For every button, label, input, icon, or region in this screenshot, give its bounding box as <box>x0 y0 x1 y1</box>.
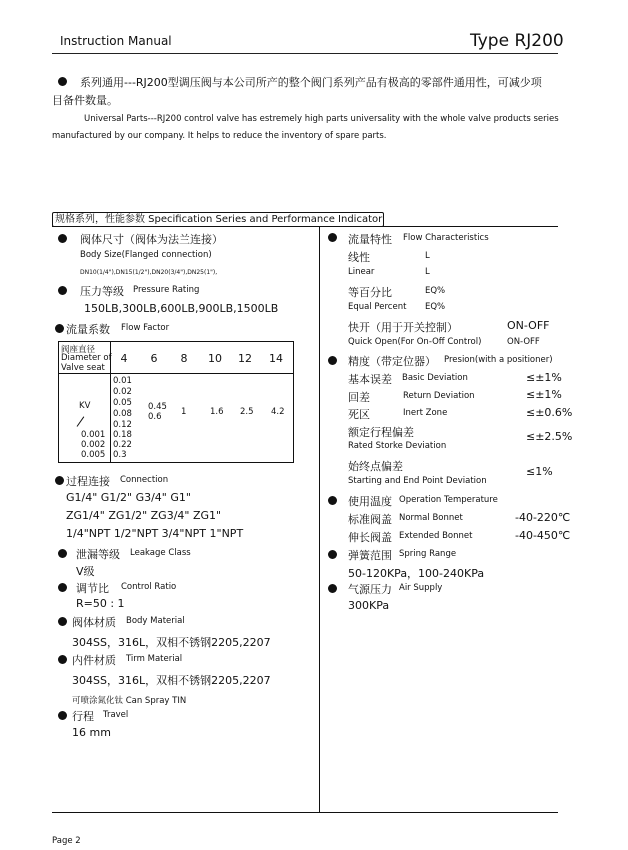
body-size-en: Body Size(Flanged connection) <box>80 250 212 260</box>
bullet-icon <box>58 655 67 664</box>
return-val: ≤±1% <box>526 388 562 401</box>
table-cell: 0.002 <box>81 440 106 450</box>
quick-val: ON-OFF <box>507 337 540 347</box>
connection-row2: ZG1/4" ZG1/2" ZG3/4" ZG1" <box>66 509 222 522</box>
body-size-values: DN10(1/4"),DN15(1/2"),DN20(3/4"),DN25(1"), <box>80 269 218 276</box>
table-cell: 1.6 <box>210 407 224 417</box>
bullet-icon <box>58 711 67 720</box>
bullet-icon <box>328 496 337 505</box>
bullet-icon <box>55 476 64 485</box>
pressure-en: Pressure Rating <box>133 285 200 295</box>
bullet-icon <box>58 617 67 626</box>
table-cell: 0.22 <box>113 440 132 450</box>
body-size-cn: 阀体尺寸（阀体为法兰连接） <box>80 233 223 246</box>
linear-val: L <box>425 251 430 261</box>
leakage-en: Leakage Class <box>130 548 191 558</box>
table-cell: 0.05 <box>113 398 132 408</box>
air-cn: 气源压力 <box>348 583 392 596</box>
table-cell: 0.005 <box>81 450 106 460</box>
flow-factor-table <box>58 341 294 463</box>
normal-bonnet-val: -40-220℃ <box>515 511 571 524</box>
quick-en: Quick Open(For On-Off Control) <box>348 337 482 347</box>
trim-material-cn: 内件材质 <box>72 654 116 667</box>
table-header-cell: 8 <box>180 352 188 365</box>
table-cell: 0.001 <box>81 430 106 440</box>
column-divider <box>319 226 320 812</box>
stroke-val: ≤±2.5% <box>526 430 573 443</box>
table-cell: 1 <box>181 407 187 417</box>
section-title: 规格系列，性能参数 Specification Series and Performance Indicator <box>52 212 384 227</box>
bullet-icon <box>58 77 67 86</box>
control-ratio-en: Control Ratio <box>121 582 177 592</box>
page-number: Page 2 <box>52 836 81 846</box>
table-cell: 0.01 <box>113 376 132 386</box>
intro-en-line2: manufactured by our company. It helps to reduce the inventory of spare parts. <box>52 131 387 141</box>
flow-factor-cn: 流量系数 <box>66 323 110 336</box>
kv-label: KV <box>79 401 91 411</box>
spring-cn: 弹簧范围 <box>348 549 392 562</box>
table-header-cell: 10 <box>208 352 222 365</box>
trim-material-en: Tirm Material <box>126 654 183 664</box>
table-cell: 0.3 <box>113 450 127 460</box>
connection-en: Connection <box>120 475 169 485</box>
basic-en: Basic Deviation <box>402 373 468 383</box>
leakage-cn: 泄漏等级 <box>76 548 120 561</box>
pressure-values: 150LB,300LB,600LB,900LB,1500LB <box>84 302 279 315</box>
temp-cn: 使用温度 <box>348 495 392 508</box>
connection-row1: G1/4" G1/2" G3/4" G1" <box>66 491 191 504</box>
flow-char-en: Flow Characteristics <box>403 233 489 243</box>
dead-val: ≤±0.6% <box>526 406 573 419</box>
body-material-value: 304SS，316L，双相不锈钢2205,2207 <box>72 636 271 649</box>
table-diagonal <box>77 416 85 426</box>
bullet-icon <box>328 584 337 593</box>
leakage-value: V级 <box>76 565 95 578</box>
pressure-cn: 压力等级 <box>80 285 124 298</box>
section-divider <box>52 226 558 227</box>
quick-cn: 快开（用于开关控制） <box>348 321 458 334</box>
table-header-cell: 6 <box>150 352 158 365</box>
spring-en: Spring Range <box>399 549 457 559</box>
flow-char-cn: 流量特性 <box>348 233 392 246</box>
bullet-icon <box>328 356 337 365</box>
quick-val: ON-OFF <box>507 319 550 332</box>
linear-val: L <box>425 267 430 277</box>
air-value: 300KPa <box>348 599 390 612</box>
bullet-icon <box>328 233 337 242</box>
eqp-val: EQ% <box>425 302 446 312</box>
precision-cn: 精度（带定位器） <box>348 355 436 368</box>
extended-bonnet-cn: 伸长阀盖 <box>348 531 392 544</box>
connection-row3: 1/4"NPT 1/2"NPT 3/4"NPT 1"NPT <box>66 527 244 540</box>
body-material-cn: 阀体材质 <box>72 616 116 629</box>
air-en: Air Supply <box>399 583 443 593</box>
intro-cn-line2: 目备件数量。 <box>52 94 118 107</box>
travel-en: Travel <box>103 710 129 720</box>
table-cell: 0.08 <box>113 409 132 419</box>
bullet-icon <box>58 549 67 558</box>
table-cell: 4.2 <box>271 407 285 417</box>
table-cell: 0.02 <box>113 387 132 397</box>
temp-en: Operation Temperature <box>399 495 498 505</box>
eqp-en: Equal Percent <box>348 302 407 312</box>
eqp-val: EQ% <box>425 286 446 296</box>
normal-bonnet-cn: 标准阀盖 <box>348 513 392 526</box>
extended-bonnet-val: -40-450℃ <box>515 529 571 542</box>
flow-factor-en: Flow Factor <box>121 323 170 333</box>
table-divider <box>59 373 293 374</box>
trim-material-extra: 可喷涂氮化钛 Can Spray TIN <box>72 696 187 706</box>
connection-cn: 过程连接 <box>66 475 110 488</box>
return-cn: 回差 <box>348 391 370 404</box>
table-cell: 0.6 <box>148 412 162 422</box>
return-en: Return Deviation <box>403 391 475 401</box>
basic-val: ≤±1% <box>526 371 562 384</box>
endpoint-val: ≤1% <box>526 465 553 478</box>
stroke-cn: 额定行程偏差 <box>348 426 414 439</box>
header-divider <box>52 53 558 54</box>
body-material-en: Body Material <box>126 616 185 626</box>
dead-cn: 死区 <box>348 408 370 421</box>
travel-value: 16 mm <box>72 726 111 739</box>
precision-en: Presion(with a positioner) <box>444 355 553 365</box>
linear-en: Linear <box>348 267 375 277</box>
bullet-icon <box>55 324 64 333</box>
basic-cn: 基本误差 <box>348 373 392 386</box>
bullet-icon <box>58 234 67 243</box>
extended-bonnet-en: Extended Bonnet <box>399 531 473 541</box>
table-header-cell: 4 <box>120 352 128 365</box>
travel-cn: 行程 <box>72 710 94 723</box>
dead-en: Inert Zone <box>403 408 448 418</box>
bullet-icon <box>328 550 337 559</box>
endpoint-en: Starting and End Point Deviation <box>348 476 487 486</box>
model-title: Type RJ200 <box>470 31 564 51</box>
normal-bonnet-en: Normal Bonnet <box>399 513 463 523</box>
spring-value: 50-120KPa，100-240KPa <box>348 567 485 580</box>
table-header-cell: 12 <box>238 352 252 365</box>
table-corner-en2: Valve seat <box>61 363 105 373</box>
table-cell: 2.5 <box>240 407 254 417</box>
table-header-cell: 14 <box>269 352 283 365</box>
table-cell: 0.18 <box>113 430 132 440</box>
intro-cn-line1: 系列通用---RJ200型调压阀与本公司所产的整个阀门系列产品有极高的零部件通用性，可减少项 <box>80 76 542 89</box>
table-cell: 0.45 <box>148 402 167 412</box>
endpoint-cn: 始终点偏差 <box>348 460 403 473</box>
linear-cn: 线性 <box>348 251 370 264</box>
footer-divider <box>52 812 558 813</box>
bullet-icon <box>58 286 67 295</box>
table-cell: 0.12 <box>113 420 132 430</box>
control-ratio-value: R=50 : 1 <box>76 597 125 610</box>
trim-material-value: 304SS，316L，双相不锈钢2205,2207 <box>72 674 271 687</box>
intro-en-line1: Universal Parts---RJ200 control valve has estremely high parts universality with the whole valve products series <box>84 114 559 124</box>
manual-title: Instruction Manual <box>60 34 172 48</box>
table-corner-en1: Diameter of <box>61 353 112 363</box>
stroke-en: Rated Storke Deviation <box>348 441 447 451</box>
eqp-cn: 等百分比 <box>348 286 392 299</box>
table-corner-cn: 阀座直径 <box>61 345 96 355</box>
control-ratio-cn: 调节比 <box>76 582 109 595</box>
bullet-icon <box>58 583 67 592</box>
